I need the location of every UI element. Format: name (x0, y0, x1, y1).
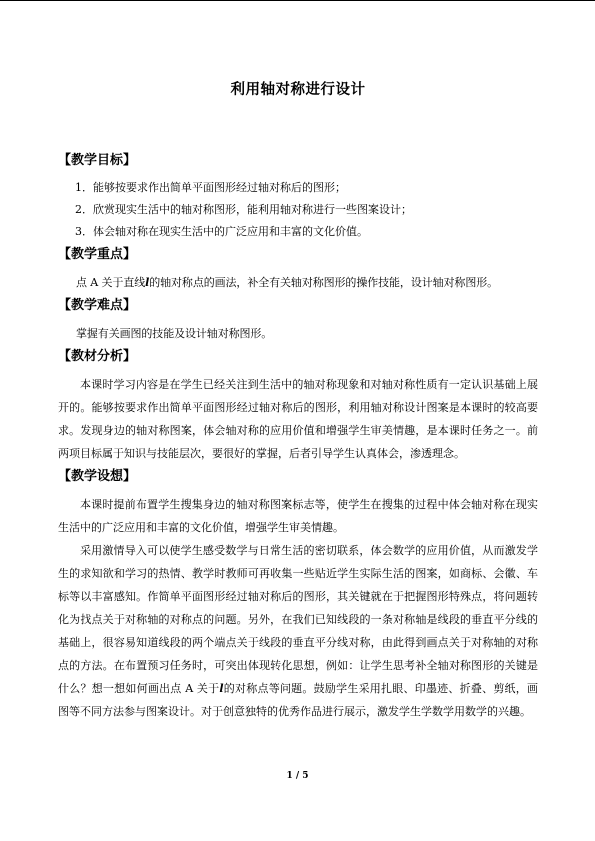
key-points-text-part: 点 A 关于直线 (76, 276, 146, 289)
section-heading-analysis: 【教材分析】 (58, 349, 137, 364)
document-body (58, 72, 538, 723)
line-symbol: l (219, 682, 224, 695)
goal-item-2: 2．欣赏现实生活中的轴对称图形，能利用轴对称进行一些图案设计； (75, 203, 412, 216)
page-number: 1 / 5 (286, 771, 309, 781)
design-paragraph-2 (58, 539, 538, 723)
section-heading-key-points: 【教学重点】 (58, 247, 137, 262)
top-rule (0, 0, 595, 1)
analysis-paragraph: 本课时学习内容是在学生已经关注到生活中的轴对称现象和对轴对称性质有一定认识基础上展开的。能够按要求作出简单平面图形经过轴对称后的图形，利用轴对称设计图案是本课时的较高要求。发现身边的轴对称图案，体会轴对称的应用价值和增强学生审美情趣，是本课时任务之一。前两项目标属于知识与技能层次，要很好的掌握，后者引导学生认真体会，渗透理念。 (58, 378, 538, 460)
goal-item-3: 3．体会轴对称在现实生活中的广泛应用和丰富的文化价值。 (75, 225, 368, 238)
key-points-text (58, 271, 538, 294)
line-symbol: l (145, 276, 150, 289)
goal-item-1: 1．能够按要求作出简单平面图形经过轴对称后的图形； (75, 181, 346, 194)
section-heading-design: 【教学设想】 (58, 469, 137, 484)
design-paragraph-1: 本课时提前布置学生搜集身边的轴对称图案标志等，使学生在搜集的过程中体会轴对称在现实生活中的广泛应用和丰富的文化价值，增强学生审美情趣。 (58, 498, 538, 534)
key-points-text-part: 的轴对称点的画法，补全有关轴对称图形的操作技能，设计轴对称图形。 (149, 276, 499, 289)
design-paragraph-2-part: 采用激情导入可以使学生感受数学与日常生活的密切联系，体会数学的应用价值，从而激发学生的求知欲和学习的热情、教学时教师可再收集一些贴近学生实际生活的图案，如商标、会徽、车标等以丰富感知。作简单平面图形经过轴对称后的图形，其关键就在于把握图形特殊点，将问题转化为找点关于对称轴的对称点的问题。另外，在我们已知线段的一条对称轴是线段的垂直平分线的基础上，很容易知道线段的两个端点关于线段的垂直平分线对称，由此得到画点关于对称轴的对称点的方法。在布置预习任务时，可突出体现转化思想，例如：让学生思考补全轴对称图形的关键是什么？想一想如何画出点 A 关于 (58, 544, 538, 695)
section-heading-goals: 【教学目标】 (58, 153, 137, 168)
document-title: 利用轴对称进行设计 (230, 82, 366, 98)
difficulties-text: 掌握有关画图的技能及设计轴对称图形。 (76, 327, 273, 340)
design-paragraph-2-part: 的对称点等问题。鼓励学生采用扎眼、印墨迹、折叠、剪纸，画图等不同方法参与图案设计。对于创意独特的优秀作品进行展示，激发学生学数学用数学的兴趣。 (58, 682, 539, 718)
section-heading-difficulties: 【教学难点】 (58, 298, 137, 313)
